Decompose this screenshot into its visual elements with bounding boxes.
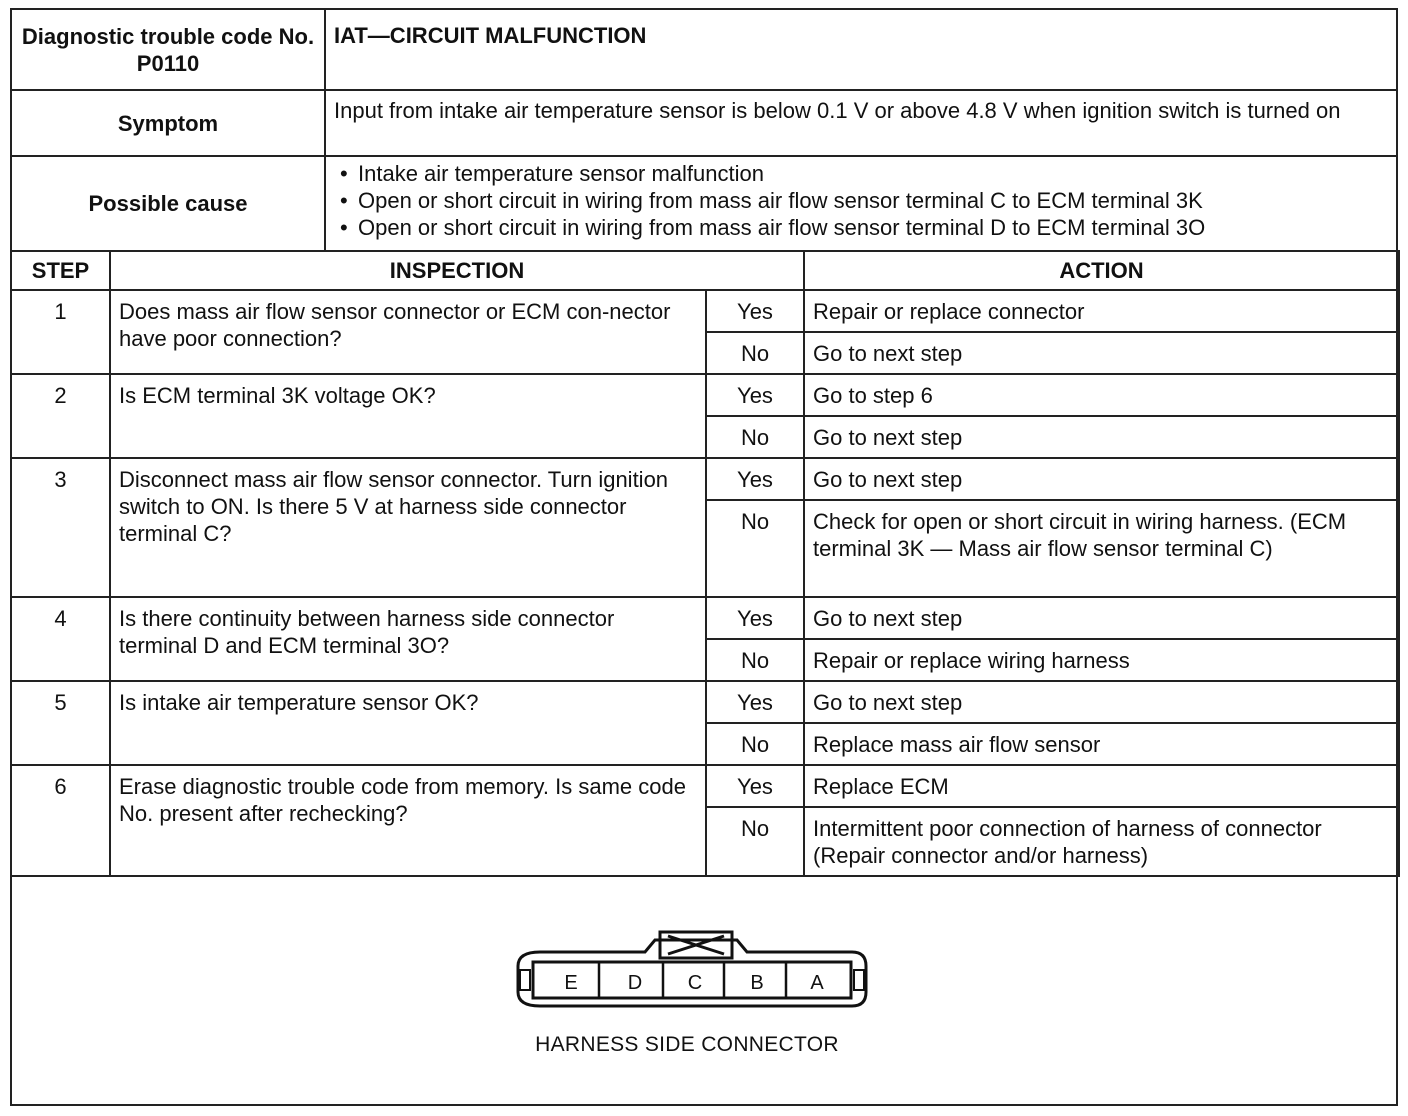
no-label: No [706, 416, 804, 458]
yes-label: Yes [706, 765, 804, 807]
col-step: STEP [11, 251, 110, 290]
no-label: No [706, 807, 804, 876]
cause-list [334, 160, 1388, 241]
no-action: Intermittent poor connection of harness of connector (Repair connector and/or harness) [804, 807, 1399, 876]
pin-d-label: D [627, 972, 643, 994]
step-inspection: Is ECM terminal 3K voltage OK? [110, 374, 706, 458]
table-row [11, 765, 1399, 807]
table-row [11, 597, 1399, 639]
no-action: Repair or replace wiring harness [804, 639, 1399, 681]
step-number: 6 [11, 765, 110, 876]
yes-label: Yes [706, 681, 804, 723]
table-row [11, 290, 1399, 332]
yes-label: Yes [706, 374, 804, 416]
no-label: No [706, 332, 804, 374]
cause-item: • Open or short circuit in wiring from mass air flow sensor terminal C to ECM terminal 3K [334, 187, 1388, 214]
inspection-table [10, 250, 1400, 877]
step-inspection: Erase diagnostic trouble code from memory. Is same code No. present after rechecking? [110, 765, 706, 876]
yes-action: Repair or replace connector [804, 290, 1399, 332]
connector-drawing [500, 922, 880, 1022]
side-tab [854, 970, 864, 990]
step-number: 2 [11, 374, 110, 458]
dtc-title: IAT—CIRCUIT MALFUNCTION [325, 9, 1397, 90]
step-inspection: Disconnect mass air flow sensor connector. Turn ignition switch to ON. Is there 5 V at harness side connector terminal C? [110, 458, 706, 597]
no-action: Go to next step [804, 332, 1399, 374]
step-number: 1 [11, 290, 110, 374]
yes-action: Replace ECM [804, 765, 1399, 807]
step-number: 4 [11, 597, 110, 681]
yes-label: Yes [706, 290, 804, 332]
table-row [11, 458, 1399, 500]
step-inspection: Does mass air flow sensor connector or ECM con-nector have poor connection? [110, 290, 706, 374]
symptom-row [11, 90, 1397, 156]
step-number: 3 [11, 458, 110, 597]
step-inspection: Is intake air temperature sensor OK? [110, 681, 706, 765]
yes-action: Go to step 6 [804, 374, 1399, 416]
table-row [11, 681, 1399, 723]
yes-label: Yes [706, 458, 804, 500]
no-action: Go to next step [804, 416, 1399, 458]
cause-row [11, 156, 1397, 251]
no-action: Check for open or short circuit in wiring harness. (ECM terminal 3K — Mass air flow sensor terminal C) [804, 500, 1399, 597]
cause-label: Possible cause [11, 156, 325, 251]
cause-item: • Intake air temperature sensor malfunction [334, 160, 1388, 187]
dtc-label: Diagnostic trouble code No. P0110 [11, 9, 325, 90]
pin-e-label: E [564, 972, 578, 994]
no-label: No [706, 639, 804, 681]
cause-item: • Open or short circuit in wiring from mass air flow sensor terminal D to ECM terminal 3O [334, 214, 1388, 241]
cause-cell [325, 156, 1397, 251]
pin-a-label: A [810, 972, 824, 994]
yes-action: Go to next step [804, 681, 1399, 723]
table-row [11, 374, 1399, 416]
symptom-label: Symptom [11, 90, 325, 156]
step-number: 5 [11, 681, 110, 765]
no-label: No [706, 500, 804, 597]
dtc-header-table [10, 8, 1398, 252]
connector-caption: HARNESS SIDE CONNECTOR [535, 1033, 839, 1056]
yes-label: Yes [706, 597, 804, 639]
step-inspection: Is there continuity between harness side connector terminal D and ECM terminal 3O? [110, 597, 706, 681]
yes-action: Go to next step [804, 458, 1399, 500]
col-action: ACTION [804, 251, 1399, 290]
pin-c-label: C [687, 972, 703, 994]
symptom-text: Input from intake air temperature sensor is below 0.1 V or above 4.8 V when ignition switch is turned on [325, 90, 1397, 156]
yes-action: Go to next step [804, 597, 1399, 639]
column-header-row [11, 251, 1399, 290]
dtc-row [11, 9, 1397, 90]
col-inspection: INSPECTION [110, 251, 804, 290]
no-label: No [706, 723, 804, 765]
pin-b-label: B [750, 972, 764, 994]
side-tab [520, 970, 530, 990]
no-action: Replace mass air flow sensor [804, 723, 1399, 765]
